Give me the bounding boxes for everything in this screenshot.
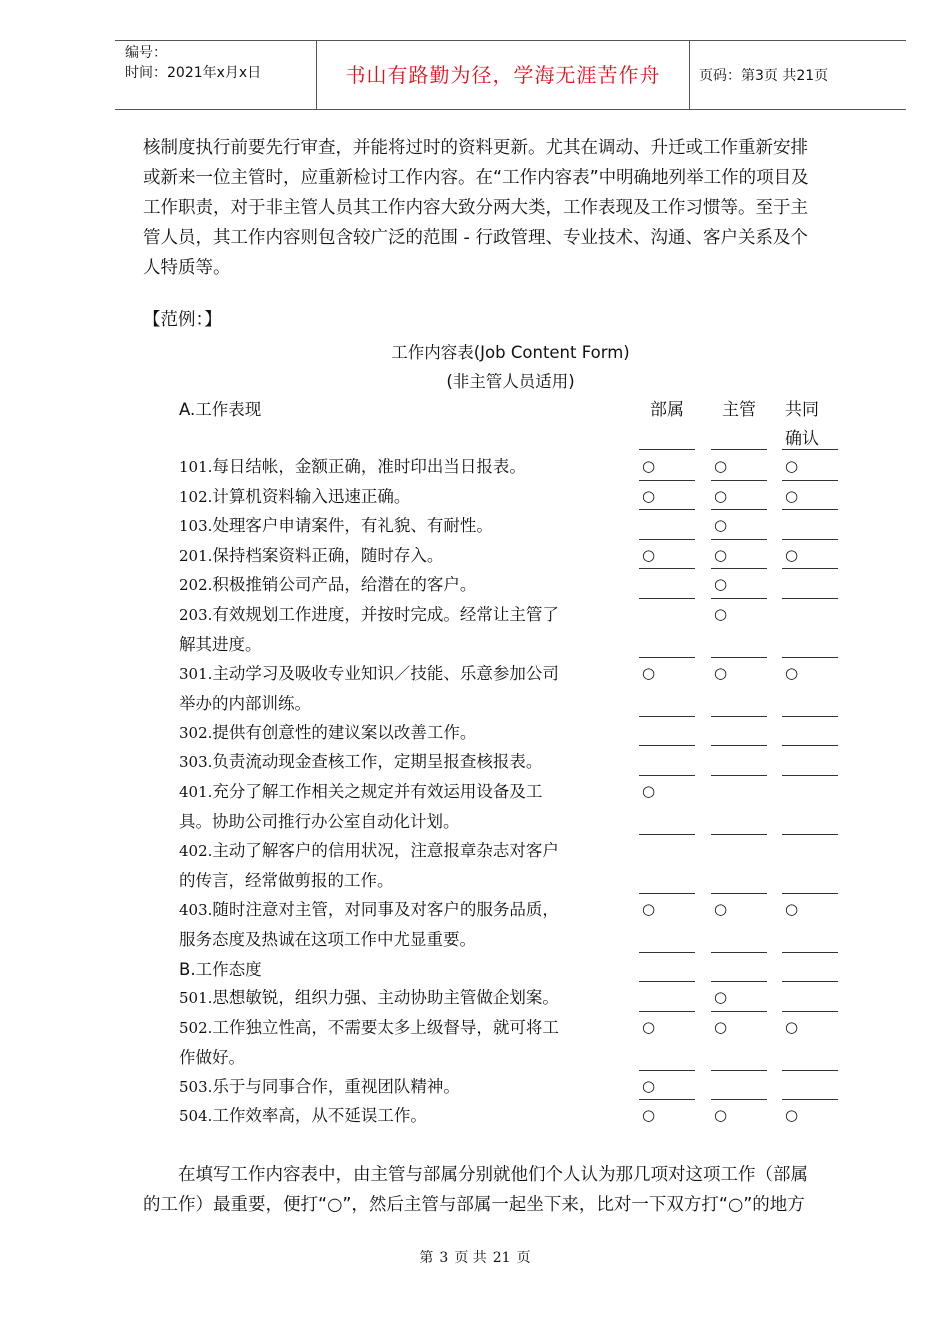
mark-circle-icon: ○: [714, 516, 728, 534]
cell-underline: [711, 745, 767, 746]
cell-underline: [782, 745, 838, 746]
item-text: 具。协助公司推行办公室自动化计划。: [179, 811, 460, 831]
cell-underline: [782, 775, 838, 776]
cell-underline: [782, 480, 838, 481]
mark-circle-icon: ○: [642, 663, 656, 682]
item-text: 充分了解工作相关之规定并有效运用设备及工: [212, 781, 543, 801]
cell-underline: [639, 981, 695, 982]
column-head-underline: [639, 449, 695, 450]
closing-paragraph: [143, 1160, 878, 1220]
mark-circle-icon: ○: [642, 1017, 656, 1036]
cell-underline: [711, 1070, 767, 1071]
item-text: 解其进度。: [179, 634, 262, 654]
cell-underline: [639, 1099, 695, 1100]
cell-underline: [782, 1011, 838, 1012]
footer-middle: 页 共: [454, 1250, 487, 1266]
mark-circle-icon: ○: [714, 663, 728, 682]
intro-line: 人特质等。: [143, 258, 231, 278]
item-number: 102.: [179, 487, 213, 506]
item-text: 主动学习及吸收专业知识／技能、乐意参加公司: [212, 663, 559, 683]
item-number: 203.: [179, 605, 213, 624]
intro-line: 管人员，其工作内容则包含较广泛的范围 - 行政管理、专业技术、沟通、客户关系及个: [143, 228, 808, 248]
item-text: 计算机资料输入迅速正确。: [212, 486, 411, 506]
form-item-row: [179, 895, 629, 954]
cell-underline: [639, 952, 695, 953]
item-number: 402.: [179, 841, 213, 860]
cell-underline: [639, 568, 695, 569]
form-item-row: [179, 1101, 629, 1131]
item-number: 301.: [179, 664, 213, 683]
page-header: [115, 40, 906, 110]
form-item-row: [179, 1072, 629, 1102]
cell-underline: [782, 893, 838, 894]
mark-circle-icon: ○: [642, 899, 656, 918]
form-item-row: [179, 718, 629, 748]
item-number: 401.: [179, 782, 213, 801]
header-motto: 书山有路勤为径，学海无涯苦作舟: [345, 63, 661, 87]
form-item-row: [179, 541, 629, 571]
mark-circle-icon: ○: [785, 663, 799, 682]
cell-underline: [782, 952, 838, 953]
item-text: 乐于与同事合作，重视团队精神。: [212, 1076, 460, 1096]
cell-underline: [782, 568, 838, 569]
closing-line: 在填写工作内容表中，由主管与部属分别就他们个人认为那几项对这项工作（部属: [178, 1165, 808, 1185]
cell-underline: [711, 539, 767, 540]
cell-underline: [782, 657, 838, 658]
item-number: 202.: [179, 576, 213, 594]
cell-underline: [711, 657, 767, 658]
item-number: 501.: [179, 989, 213, 1007]
closing-line: 的工作）最重要，便打“○”，然后主管与部属一起坐下来，比对一下双方打“○”的地方: [143, 1195, 805, 1215]
item-number: 403.: [179, 900, 213, 919]
mark-circle-icon: ○: [714, 1106, 728, 1124]
item-text: 处理客户申请案件，有礼貌、有耐性。: [212, 516, 493, 535]
column-subordinate: 部属: [650, 400, 684, 420]
item-number: 502.: [179, 1018, 213, 1037]
cell-underline: [711, 893, 767, 894]
page-footer: [0, 1247, 950, 1267]
cell-underline: [711, 598, 767, 599]
mark-circle-icon: ○: [642, 457, 656, 475]
cell-underline: [639, 480, 695, 481]
section-b-title: B.工作态度: [179, 959, 262, 979]
cell-underline: [711, 834, 767, 835]
cell-underline: [711, 981, 767, 982]
item-number: 303.: [179, 753, 213, 771]
item-text: 保持档案资料正确，随时存入。: [212, 545, 444, 565]
form-item-row: [179, 452, 629, 482]
mark-circle-icon: ○: [785, 486, 799, 505]
cell-underline: [711, 716, 767, 717]
intro-line: 工作职责，对于非主管人员其工作内容大致分两大类，工作表现及工作习惯等。至于主: [143, 198, 808, 218]
item-number: 103.: [179, 517, 213, 535]
mark-circle-icon: ○: [785, 1106, 799, 1124]
form-item-row: [179, 1013, 629, 1072]
item-number: 302.: [179, 723, 213, 742]
intro-line: 或新来一位主管时，应重新检讨工作内容。在“工作内容表”中明确地列举工作的项目及: [143, 168, 809, 188]
mark-circle-icon: ○: [785, 545, 799, 564]
mark-circle-icon: ○: [714, 1017, 728, 1036]
cell-underline: [782, 716, 838, 717]
cell-underline: [639, 598, 695, 599]
cell-underline: [711, 480, 767, 481]
footer-total: 21: [492, 1250, 511, 1266]
section-a-title: A.工作表现: [179, 400, 262, 419]
column-head-underline: [711, 449, 767, 450]
form-subtitle: (非主管人员适用): [446, 372, 575, 391]
form-item-row: [179, 983, 629, 1013]
cell-underline: [639, 1070, 695, 1071]
cell-underline: [711, 1099, 767, 1100]
cell-underline: [639, 716, 695, 717]
mark-circle-icon: ○: [642, 1076, 656, 1095]
mark-circle-icon: ○: [642, 486, 656, 505]
mark-circle-icon: ○: [642, 1106, 656, 1124]
cell-underline: [639, 1011, 695, 1012]
cell-underline: [711, 568, 767, 569]
code-label: 编号：: [125, 45, 167, 61]
item-text: 工作独立性高，不需要太多上级督导，就可将工: [212, 1017, 559, 1037]
mark-circle-icon: ○: [785, 1017, 799, 1036]
cell-underline: [639, 657, 695, 658]
cell-underline: [782, 1099, 838, 1100]
intro-paragraph: [143, 133, 878, 283]
item-text: 的传言，经常做剪报的工作。: [179, 870, 394, 890]
item-number: 503.: [179, 1077, 213, 1096]
cell-underline: [711, 952, 767, 953]
item-text: 举办的内部训练。: [179, 693, 311, 713]
footer-page: 3: [439, 1250, 449, 1266]
cell-underline: [782, 981, 838, 982]
cell-underline: [782, 598, 838, 599]
item-number: 101.: [179, 458, 213, 476]
cell-underline: [639, 834, 695, 835]
cell-underline: [782, 834, 838, 835]
header-divider: [689, 41, 690, 109]
item-number: 201.: [179, 546, 213, 565]
item-text: 主动了解客户的信用状况，注意报章杂志对客户: [212, 840, 559, 860]
form-item-row: [179, 836, 629, 895]
item-text: 随时注意对主管，对同事及对客户的服务品质，: [212, 899, 559, 919]
column-confirm: 确认: [785, 429, 819, 449]
item-text: 每日结帐，金额正确，准时印出当日报表。: [212, 457, 526, 476]
item-text: 作做好。: [179, 1047, 245, 1067]
cell-underline: [782, 1070, 838, 1071]
cell-underline: [711, 509, 767, 510]
form-item-row: [179, 777, 629, 836]
form-item-row: [179, 511, 629, 541]
cell-underline: [782, 539, 838, 540]
cell-underline: [639, 745, 695, 746]
column-joint: 共同: [785, 400, 819, 420]
mark-circle-icon: ○: [714, 486, 728, 505]
item-text: 工作效率高，从不延误工作。: [212, 1106, 427, 1125]
column-head-underline: [782, 449, 838, 450]
item-text: 负责流动现金查核工作，定期呈报查核报表。: [212, 752, 543, 771]
item-text: 积极推销公司产品，给潜在的客户。: [212, 575, 477, 594]
item-text: 有效规划工作进度，并按时完成。经常让主管了: [212, 604, 559, 624]
mark-circle-icon: ○: [785, 457, 799, 475]
header-page-label: 页码：第3页 共21页: [699, 68, 829, 84]
mark-circle-icon: ○: [785, 899, 799, 918]
mark-circle-icon: ○: [714, 604, 728, 623]
item-text: 思想敏锐，组织力强、主动协助主管做企划案。: [212, 988, 559, 1007]
cell-underline: [782, 509, 838, 510]
mark-circle-icon: ○: [714, 545, 728, 564]
item-text: 提供有创意性的建议案以改善工作。: [212, 722, 477, 742]
footer-suffix: 页: [516, 1250, 531, 1266]
form-item-row: [179, 659, 629, 718]
mark-circle-icon: ○: [714, 457, 728, 475]
cell-underline: [711, 775, 767, 776]
cell-underline: [639, 509, 695, 510]
form-title: 工作内容表(Job Content Form): [391, 343, 630, 362]
cell-underline: [639, 893, 695, 894]
mark-circle-icon: ○: [714, 988, 728, 1006]
form-item-row: [179, 600, 629, 659]
time-label: 时间：2021年x月x日: [125, 65, 262, 81]
cell-underline: [639, 539, 695, 540]
mark-circle-icon: ○: [642, 781, 656, 800]
form-item-row: [179, 570, 629, 600]
mark-circle-icon: ○: [714, 575, 728, 593]
example-label: 【范例：】: [143, 310, 222, 330]
mark-circle-icon: ○: [642, 545, 656, 564]
footer-prefix: 第: [419, 1250, 434, 1266]
form-item-row: [179, 482, 629, 512]
cell-underline: [711, 1011, 767, 1012]
item-text: 服务态度及热诚在这项工作中尤显重要。: [179, 929, 476, 949]
form-item-row: [179, 747, 629, 777]
cell-underline: [639, 775, 695, 776]
item-number: 504.: [179, 1107, 213, 1125]
intro-line: 核制度执行前要先行审查，并能将过时的资料更新。尤其在调动、升迁或工作重新安排: [143, 138, 808, 158]
column-supervisor: 主管: [722, 400, 756, 420]
header-meta: [125, 43, 261, 83]
mark-circle-icon: ○: [714, 899, 728, 918]
